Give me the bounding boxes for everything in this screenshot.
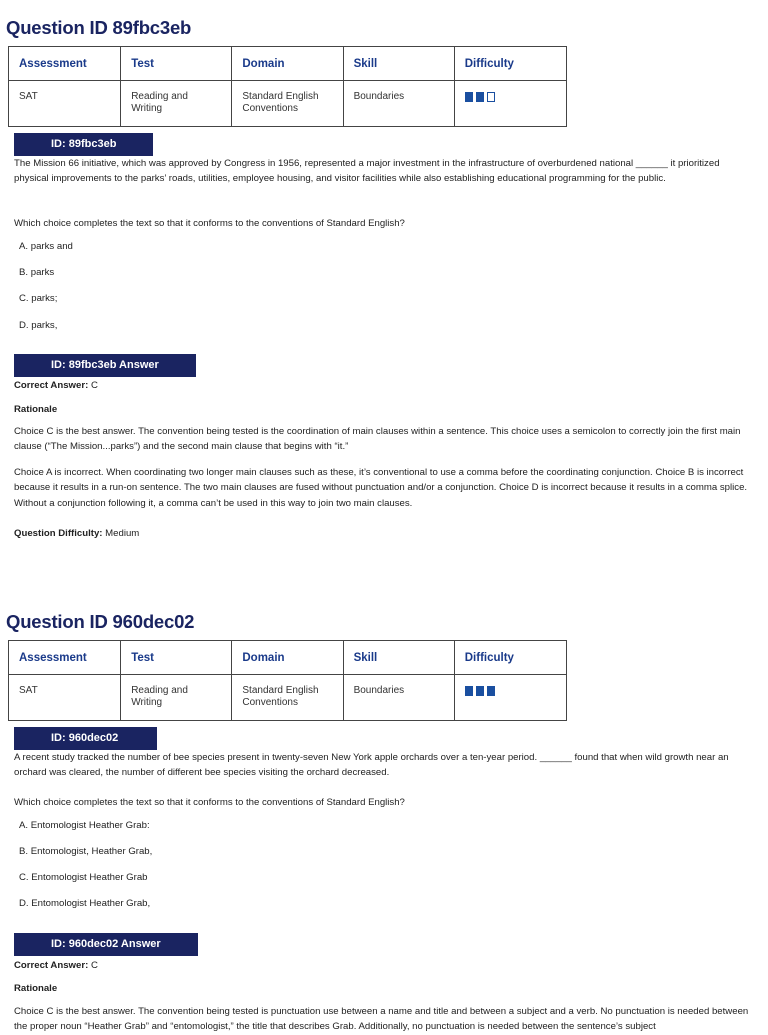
correct-answer-label: Correct Answer: (14, 960, 89, 971)
question-prompt: Which choice completes the text so that it conforms to the conventions of Standard English? (14, 797, 405, 808)
header-skill: Skill (343, 641, 454, 675)
header-test: Test (121, 47, 232, 81)
header-difficulty: Difficulty (454, 47, 566, 81)
difficulty-indicator (465, 686, 556, 696)
answer-choice-a: A. Entomologist Heather Grab: (19, 820, 150, 831)
value-assessment: SAT (9, 675, 121, 721)
answer-choice-b: B. parks (19, 267, 55, 278)
rationale-heading: Rationale (14, 404, 58, 415)
header-assessment: Assessment (9, 47, 121, 81)
answer-choice-c: C. Entomologist Heather Grab (19, 872, 148, 883)
correct-answer-value: C (88, 380, 98, 391)
value-skill: Boundaries (343, 675, 454, 721)
question-prompt: Which choice completes the text so that it conforms to the conventions of Standard English? (14, 218, 405, 229)
header-domain: Domain (232, 641, 343, 675)
answer-id-bar: ID: 960dec02 Answer (14, 933, 198, 956)
value-test: Reading and Writing (121, 675, 232, 721)
difficulty-square (465, 686, 473, 696)
correct-answer-value: C (88, 960, 98, 971)
rationale-heading: Rationale (14, 983, 58, 994)
question-title: Question ID 960dec02 (6, 611, 195, 632)
answer-choice-c: C. parks; (19, 293, 58, 304)
header-assessment: Assessment (9, 641, 121, 675)
question-id-bar: ID: 89fbc3eb (14, 133, 153, 156)
difficulty-square (487, 686, 495, 696)
header-skill: Skill (343, 47, 454, 81)
question-stem: The Mission 66 initiative, which was approved by Congress in 1956, represented a major investment in the infrastructure of overburdened national ______ it prioritized physical improvements to the parks’ roads, utilities, employee housing, and visitor facilities while also establishing educational programming for the public. (14, 158, 720, 185)
question-difficulty-label: Question Difficulty: (14, 528, 103, 539)
header-domain: Domain (232, 47, 343, 81)
value-assessment: SAT (9, 81, 121, 127)
value-difficulty (454, 675, 566, 721)
header-test: Test (121, 641, 232, 675)
answer-choice-d: D. Entomologist Heather Grab, (19, 898, 151, 909)
answer-id-bar: ID: 89fbc3eb Answer (14, 354, 196, 377)
question-meta-table (8, 640, 567, 721)
header-difficulty: Difficulty (454, 641, 566, 675)
value-skill: Boundaries (343, 81, 454, 127)
question-title: Question ID 89fbc3eb (6, 17, 192, 38)
correct-answer-label: Correct Answer: (14, 380, 89, 391)
answer-choice-a: A. parks and (19, 241, 73, 252)
value-domain: Standard English Conventions (232, 675, 343, 721)
answer-choice-d: D. parks, (19, 320, 58, 331)
value-domain: Standard English Conventions (232, 81, 343, 127)
rationale-paragraph: Choice A is incorrect. When coordinating two longer main clauses such as these, it’s conventional to use a comma before the coordinating conjunction. Choice B is incorrect because it results in a run-on sentence. The two main clauses are fused without punctuation and/or a conjunction. Choice D is incorrect because it results in a comma splice. Without a conjunction following it, a comma can’t be used in this way to join two main clauses. (14, 467, 748, 509)
answer-choice-b: B. Entomologist, Heather Grab, (19, 846, 153, 857)
question-difficulty-value: Medium (102, 528, 140, 539)
difficulty-square (476, 686, 484, 696)
rationale-paragraph: Choice C is the best answer. The convention being tested is the coordination of main clauses within a sentence. This choice uses a semicolon to correctly join the first main clause (“The Mission...parks”) and the second main clause that begins with “it.” (14, 426, 741, 453)
question-stem: A recent study tracked the number of bee species present in twenty-seven New York apple orchards over a ten-year period. ______ found that when wild growth near an orchard was cleared, the number of different bee species visiting the orchard decreased. (14, 752, 729, 779)
value-test: Reading and Writing (121, 81, 232, 127)
correct-answer (14, 958, 754, 973)
rationale-paragraph: Choice C is the best answer. The convention being tested is punctuation use between a name and title and between a subject and a verb. No punctuation is needed between the proper noun “Heather Grab” and “entomologist,” the title that describes Grab. Additionally, no punctuation is needed between the sentence’s subject (14, 1006, 749, 1033)
question-id-bar: ID: 960dec02 (14, 727, 157, 750)
